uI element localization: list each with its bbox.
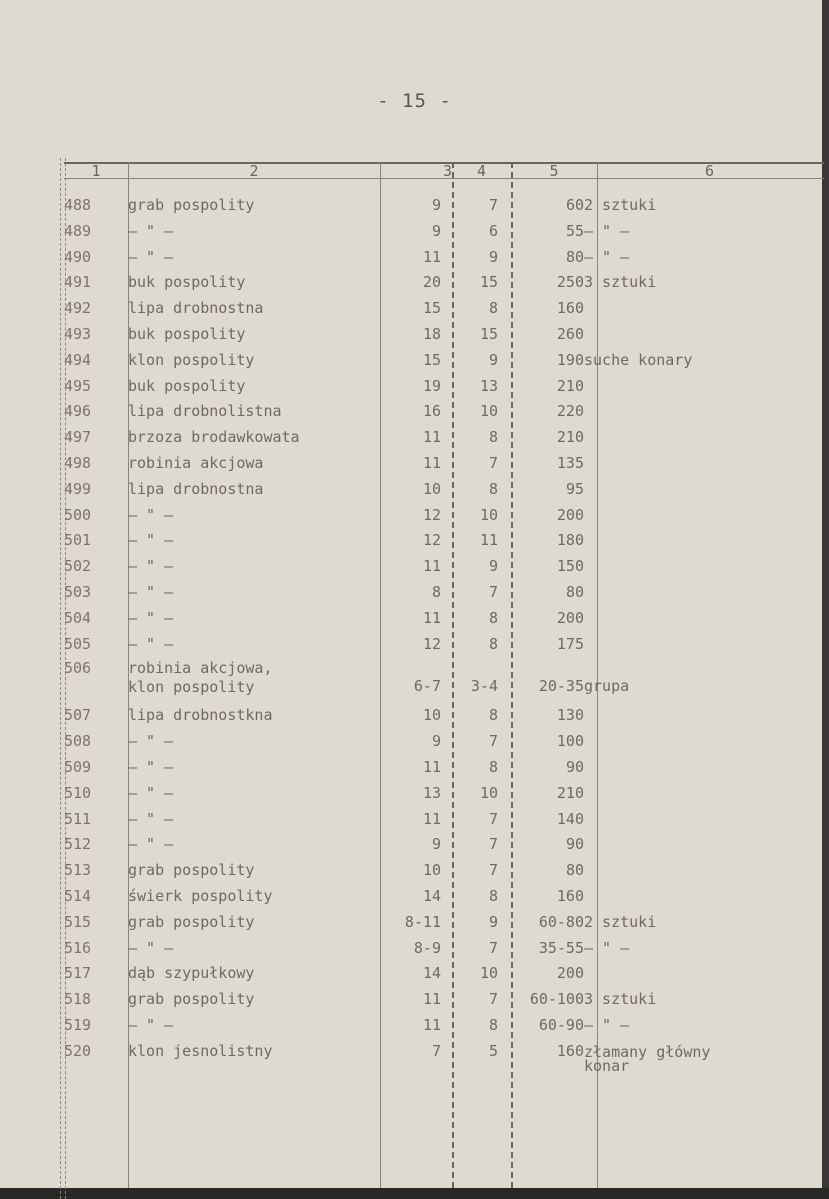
table-row — [64, 910, 804, 936]
table-row — [64, 270, 804, 296]
value-col3: 10 — [422, 479, 441, 498]
row-number: 510 — [64, 783, 92, 802]
value-col3: 18 — [422, 324, 441, 343]
note: 2 sztuki — [584, 196, 657, 214]
value-col4: 8 — [488, 1015, 498, 1034]
species-name: – " – — [128, 505, 174, 524]
column-header: 2 — [249, 162, 259, 180]
value-col5: 80 — [565, 582, 584, 601]
row-number: 511 — [64, 809, 92, 828]
note: – " – — [584, 1015, 630, 1034]
value-col3: 6-7 — [413, 677, 441, 696]
row-number: 499 — [64, 479, 92, 498]
table-row — [64, 807, 804, 833]
value-col5: 210 — [556, 428, 584, 447]
value-col5: 95 — [565, 479, 584, 498]
value-col4: 7 — [488, 809, 498, 828]
value-col3: 13 — [422, 783, 441, 802]
table-row — [64, 451, 804, 477]
value-col5: 210 — [556, 783, 584, 802]
value-col3: 11 — [422, 428, 441, 447]
value-col5: 135 — [556, 453, 584, 472]
page-edge-right — [822, 0, 829, 1199]
value-col5: 200 — [556, 608, 584, 627]
row-number: 520 — [64, 1041, 92, 1060]
species-name: – " – — [128, 732, 174, 751]
table-row — [64, 477, 804, 503]
note: złamany główny konar — [584, 1042, 711, 1075]
value-col5: 220 — [556, 402, 584, 421]
row-number: 515 — [64, 912, 92, 931]
value-col4: 7 — [488, 938, 498, 957]
value-col4: 9 — [488, 912, 498, 931]
page-number: - 15 - — [377, 90, 452, 112]
species-name: grab pospolity — [128, 861, 255, 880]
value-col4: 8 — [488, 299, 498, 318]
note — [584, 961, 804, 987]
row-number: 513 — [64, 861, 92, 880]
table-row — [64, 606, 804, 632]
species-name: – " – — [128, 783, 174, 802]
note — [584, 399, 804, 425]
table-row — [64, 858, 804, 884]
note — [584, 632, 804, 658]
value-col4: 8 — [488, 428, 498, 447]
note: – " – — [584, 247, 630, 266]
note: suche konary — [584, 350, 693, 369]
value-col5: 200 — [556, 505, 584, 524]
row-number: 502 — [64, 557, 92, 576]
species-name: – " – — [128, 809, 174, 828]
value-col4: 10 — [479, 964, 498, 983]
table-row — [64, 729, 804, 755]
species-name: – " – — [128, 531, 174, 550]
table-row — [64, 348, 804, 374]
value-col4: 8 — [488, 479, 498, 498]
value-col3: 10 — [422, 706, 441, 725]
species-name: buk pospolity — [128, 324, 246, 343]
value-col3: 11 — [422, 608, 441, 627]
value-col4: 7 — [488, 990, 498, 1009]
value-col5: 200 — [556, 964, 584, 983]
value-col4: 10 — [479, 783, 498, 802]
table-row — [64, 503, 804, 529]
value-col5: 210 — [556, 376, 584, 395]
table-row — [64, 554, 804, 580]
row-number: 496 — [64, 402, 92, 421]
value-col5: 150 — [556, 557, 584, 576]
value-col4: 8 — [488, 706, 498, 725]
table-row — [64, 399, 804, 425]
row-number: 501 — [64, 531, 92, 550]
note: 3 sztuki — [584, 273, 657, 292]
table-body — [64, 193, 804, 1073]
note — [584, 884, 804, 910]
table-row — [64, 703, 804, 729]
species-name: brzoza brodawkowata — [128, 428, 300, 447]
note — [584, 703, 804, 729]
row-number: 517 — [64, 964, 92, 983]
row-number: 492 — [64, 299, 92, 318]
species-name: lipa drobnostna — [128, 479, 264, 498]
value-col3: 11 — [422, 1015, 441, 1034]
value-col5: 90 — [565, 835, 584, 854]
value-col4: 3-4 — [470, 677, 498, 696]
row-number: 514 — [64, 886, 92, 905]
value-col3: 12 — [422, 634, 441, 653]
value-col5: 60 — [565, 196, 584, 214]
species-name: grab pospolity — [128, 990, 255, 1009]
species-name: lipa drobnolistna — [128, 402, 282, 421]
value-col4: 11 — [479, 531, 498, 550]
row-number: 491 — [64, 273, 92, 292]
row-number: 504 — [64, 608, 92, 627]
value-col4: 8 — [488, 886, 498, 905]
row-number: 489 — [64, 221, 92, 240]
note: – " – — [584, 221, 630, 240]
value-col4: 7 — [488, 861, 498, 880]
value-col5: 160 — [556, 1041, 584, 1060]
value-col3: 8-9 — [413, 938, 441, 957]
note: – " – — [584, 938, 630, 957]
species-name: – " – — [128, 835, 174, 854]
value-col5: 250 — [556, 273, 584, 292]
species-name: – " – — [128, 1015, 174, 1034]
note: grupa — [584, 677, 630, 696]
value-col4: 10 — [479, 505, 498, 524]
note — [584, 858, 804, 884]
value-col3: 11 — [422, 557, 441, 576]
value-col5: 100 — [556, 732, 584, 751]
species-name: – " – — [128, 608, 174, 627]
value-col5: 60-80 — [538, 912, 584, 931]
note — [584, 606, 804, 632]
note — [584, 807, 804, 833]
value-col4: 7 — [488, 453, 498, 472]
species-name: robinia akcjowa — [128, 453, 264, 472]
row-number: 488 — [64, 196, 92, 214]
value-col3: 12 — [422, 531, 441, 550]
note — [584, 503, 804, 529]
value-col5: 190 — [556, 350, 584, 369]
species-name: robinia akcjowa, klon pospolity — [128, 659, 273, 697]
note — [584, 477, 804, 503]
table-row — [64, 322, 804, 348]
column-header: 1 — [91, 162, 101, 180]
value-col3: 9 — [431, 835, 441, 854]
row-number: 497 — [64, 428, 92, 447]
table-row — [64, 219, 804, 245]
species-name: – " – — [128, 221, 174, 240]
value-col4: 5 — [488, 1041, 498, 1060]
table-row — [64, 961, 804, 987]
value-col3: 12 — [422, 505, 441, 524]
value-col4: 13 — [479, 376, 498, 395]
table-row — [64, 245, 804, 271]
table-row — [64, 632, 804, 658]
table-row — [64, 580, 804, 606]
value-col5: 260 — [556, 324, 584, 343]
note: 3 sztuki — [584, 990, 657, 1009]
row-number: 498 — [64, 453, 92, 472]
species-name: – " – — [128, 247, 174, 266]
note — [584, 729, 804, 755]
value-col3: 14 — [422, 964, 441, 983]
row-number: 493 — [64, 324, 92, 343]
species-name: – " – — [128, 938, 174, 957]
table-row — [64, 296, 804, 322]
row-number: 519 — [64, 1015, 92, 1034]
value-col3: 19 — [422, 376, 441, 395]
row-number: 507 — [64, 706, 92, 725]
value-col3: 10 — [422, 861, 441, 880]
value-col3: 11 — [422, 757, 441, 776]
value-col3: 15 — [422, 350, 441, 369]
value-col5: 20-35 — [538, 677, 584, 696]
value-col4: 9 — [488, 350, 498, 369]
row-number: 509 — [64, 757, 92, 776]
note — [584, 781, 804, 807]
note — [584, 528, 804, 554]
row-number: 508 — [64, 732, 92, 751]
table-row — [64, 832, 804, 858]
column-header: 3 — [442, 162, 452, 180]
row-number: 506 — [64, 659, 92, 678]
value-col4: 7 — [488, 835, 498, 854]
species-name: dąb szypułkowy — [128, 964, 255, 983]
value-col4: 15 — [479, 273, 498, 292]
value-col4: 9 — [488, 247, 498, 266]
value-col3: 8 — [431, 582, 441, 601]
table-row — [64, 374, 804, 400]
table-row — [64, 936, 804, 962]
table-row — [64, 193, 804, 219]
value-col3: 14 — [422, 886, 441, 905]
value-col5: 160 — [556, 299, 584, 318]
value-col4: 6 — [488, 221, 498, 240]
tree-inventory-table — [64, 193, 804, 1073]
value-col5: 55 — [565, 221, 584, 240]
row-number: 494 — [64, 350, 92, 369]
value-col5: 80 — [565, 861, 584, 880]
value-col4: 8 — [488, 757, 498, 776]
value-col4: 7 — [488, 196, 498, 214]
note — [584, 374, 804, 400]
value-col3: 16 — [422, 402, 441, 421]
value-col5: 175 — [556, 634, 584, 653]
row-number: 490 — [64, 247, 92, 266]
value-col4: 15 — [479, 324, 498, 343]
note — [584, 554, 804, 580]
column-header: 4 — [476, 162, 487, 180]
value-col3: 15 — [422, 299, 441, 318]
species-name: buk pospolity — [128, 376, 246, 395]
value-col5: 140 — [556, 809, 584, 828]
value-col3: 11 — [422, 247, 441, 266]
value-col3: 20 — [422, 273, 441, 292]
species-name: lipa drobnostna — [128, 299, 264, 318]
table-row — [64, 1039, 804, 1073]
note — [584, 755, 804, 781]
table-row — [64, 528, 804, 554]
value-col4: 7 — [488, 732, 498, 751]
value-col5: 130 — [556, 706, 584, 725]
value-col3: 11 — [422, 809, 441, 828]
value-col5: 60-90 — [538, 1015, 584, 1034]
row-number: 518 — [64, 990, 92, 1009]
value-col4: 8 — [488, 608, 498, 627]
species-name: – " – — [128, 582, 174, 601]
value-col3: 11 — [422, 453, 441, 472]
note — [584, 322, 804, 348]
value-col4: 7 — [488, 582, 498, 601]
note: 2 sztuki — [584, 912, 657, 931]
table-row — [64, 781, 804, 807]
row-number: 512 — [64, 835, 92, 854]
species-name: świerk pospolity — [128, 886, 273, 905]
species-name: grab pospolity — [128, 912, 255, 931]
note — [584, 580, 804, 606]
value-col4: 10 — [479, 402, 498, 421]
table-row — [64, 987, 804, 1013]
value-col4: 8 — [488, 634, 498, 653]
species-name: – " – — [128, 757, 174, 776]
row-number: 503 — [64, 582, 92, 601]
row-number: 495 — [64, 376, 92, 395]
note — [584, 832, 804, 858]
value-col5: 160 — [556, 886, 584, 905]
table-row — [64, 1013, 804, 1039]
value-col5: 90 — [565, 757, 584, 776]
value-col3: 11 — [422, 990, 441, 1009]
column-header: 6 — [704, 162, 715, 180]
value-col5: 80 — [565, 247, 584, 266]
note — [584, 451, 804, 477]
value-col5: 60-100 — [529, 990, 584, 1009]
species-name: – " – — [128, 634, 174, 653]
species-name: grab pospolity — [128, 196, 255, 214]
species-name: lipa drobnostkna — [128, 706, 273, 725]
value-col3: 9 — [431, 196, 441, 214]
row-number: 500 — [64, 505, 92, 524]
table-row — [64, 884, 804, 910]
species-name: klon jesnolistny — [128, 1041, 273, 1060]
value-col3: 9 — [431, 221, 441, 240]
note — [584, 296, 804, 322]
row-number: 505 — [64, 634, 92, 653]
note — [584, 425, 804, 451]
value-col3: 7 — [431, 1041, 441, 1060]
column-header: 5 — [549, 162, 559, 180]
table-row — [64, 657, 804, 703]
page-edge-bottom — [0, 1188, 829, 1199]
species-name: – " – — [128, 557, 174, 576]
value-col5: 180 — [556, 531, 584, 550]
table-row — [64, 425, 804, 451]
species-name: buk pospolity — [128, 273, 246, 292]
row-number: 516 — [64, 938, 92, 957]
value-col3: 9 — [431, 732, 441, 751]
value-col3: 8-11 — [404, 912, 441, 931]
species-name: klon pospolity — [128, 350, 255, 369]
table-row — [64, 755, 804, 781]
value-col4: 9 — [488, 557, 498, 576]
value-col5: 35-55 — [538, 938, 584, 957]
